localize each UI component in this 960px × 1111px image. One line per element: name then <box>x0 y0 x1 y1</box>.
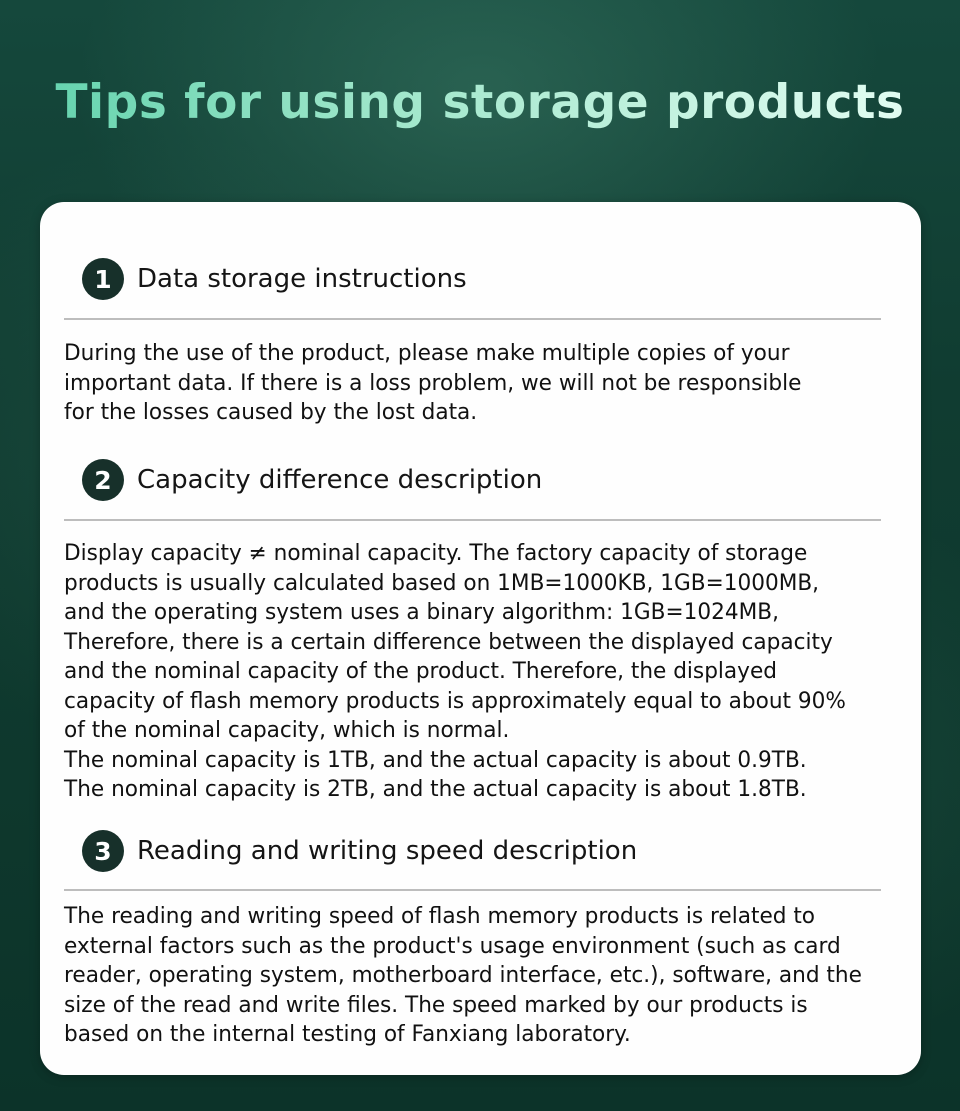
section-2-title: Capacity difference description <box>137 465 543 495</box>
section-2-line: of the nominal capacity, which is normal. <box>64 718 510 743</box>
section-2-number-badge: 2 <box>82 459 124 501</box>
section-2-divider <box>64 519 881 521</box>
section-2-line: and the operating system uses a binary algorithm: 1GB=1024MB, <box>64 600 779 625</box>
section-3-heading <box>82 826 637 876</box>
section-2-line: capacity of flash memory products is approximately equal to about 90% <box>64 688 846 714</box>
section-3-line: reader, operating system, motherboard interface, etc.), software, and the <box>64 963 862 988</box>
page-title: Tips for using storage products <box>0 70 960 136</box>
section-2-body <box>64 539 914 805</box>
section-1-line: During the use of the product, please make multiple copies of your <box>64 341 790 366</box>
section-3-number-badge: 3 <box>82 830 124 872</box>
section-2-line: Display capacity ≠ nominal capacity. The factory capacity of storage <box>64 541 808 566</box>
section-1-line: for the losses caused by the lost data. <box>64 400 478 425</box>
section-2-line: The nominal capacity is 2TB, and the actual capacity is about 1.8TB. <box>64 777 807 802</box>
section-2-line: The nominal capacity is 1TB, and the actual capacity is about 0.9TB. <box>64 747 807 773</box>
section-1-body <box>64 339 914 428</box>
section-3-title: Reading and writing speed description <box>137 836 638 866</box>
section-2-line: and the nominal capacity of the product. Therefore, the displayed <box>64 659 777 684</box>
section-2-line: Therefore, there is a certain difference between the displayed capacity <box>64 629 833 655</box>
section-1-heading <box>82 254 467 304</box>
section-2-line: products is usually calculated based on 1MB=1000KB, 1GB=1000MB, <box>64 570 820 596</box>
section-1-divider <box>64 318 881 320</box>
section-3-line: The reading and writing speed of flash memory products is related to <box>64 904 816 929</box>
section-2-heading <box>82 455 542 505</box>
section-1-title: Data storage instructions <box>137 264 467 294</box>
section-1-number-badge: 1 <box>82 258 124 300</box>
tips-card <box>40 202 921 1075</box>
section-3-line: size of the read and write files. The speed marked by our products is <box>64 992 808 1018</box>
section-3-divider <box>64 889 881 891</box>
section-3-line: based on the internal testing of Fanxiang laboratory. <box>64 1022 631 1047</box>
section-3-line: external factors such as the product's usage environment (such as card <box>64 933 841 959</box>
section-3-body <box>64 902 914 1050</box>
section-1-line: important data. If there is a loss problem, we will not be responsible <box>64 370 802 396</box>
